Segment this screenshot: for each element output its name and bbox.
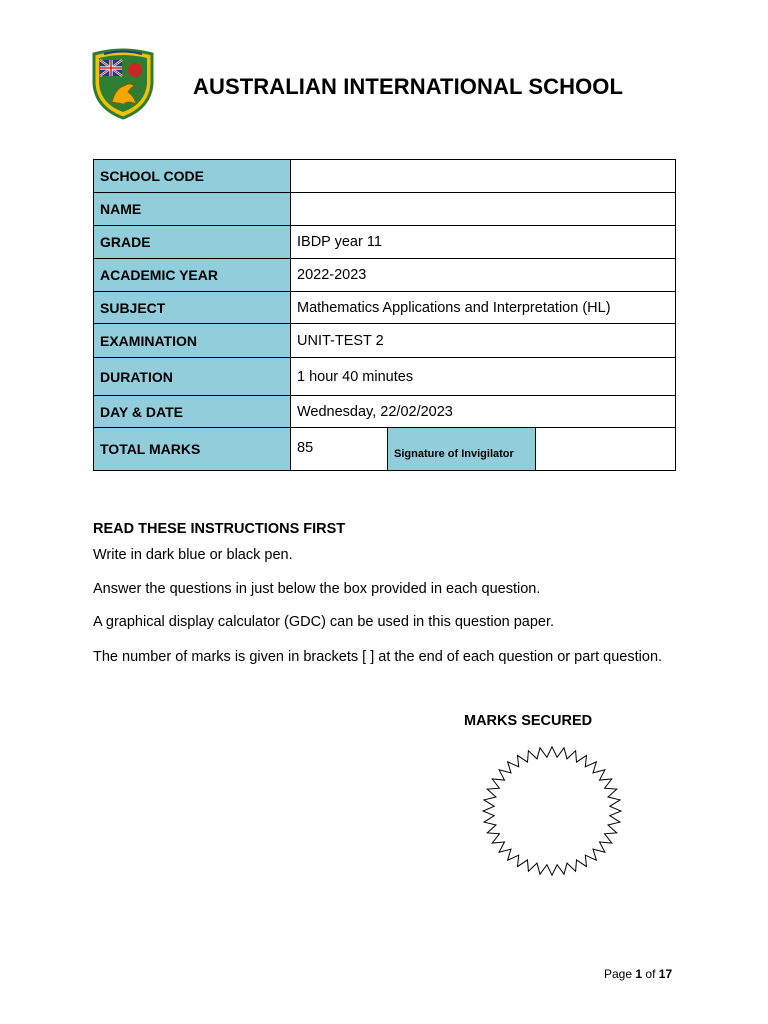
table-row <box>94 428 676 471</box>
table-row <box>94 259 676 292</box>
starburst-seal-icon[interactable] <box>474 740 630 882</box>
page-number <box>604 967 672 981</box>
school-crest-icon <box>90 48 156 120</box>
of-word: of <box>645 967 656 981</box>
row-label: GRADE <box>94 226 291 259</box>
signature-field[interactable] <box>536 428 676 471</box>
marks-secured-label: MARKS SECURED <box>464 713 593 729</box>
name-field[interactable] <box>291 193 676 226</box>
row-label: NAME <box>94 193 291 226</box>
table-row <box>94 396 676 428</box>
table-row <box>94 324 676 358</box>
row-label: DAY & DATE <box>94 396 291 428</box>
table-row <box>94 226 676 259</box>
row-value: IBDP year 11 <box>291 226 676 259</box>
signature-label: Signature of Invigilator <box>388 428 536 471</box>
total-pages: 17 <box>658 967 673 981</box>
table-row <box>94 292 676 324</box>
table-row <box>94 193 676 226</box>
total-marks-value: 85 <box>291 428 388 471</box>
instruction-line: The number of marks is given in brackets [ ] at the end of each question or part question. <box>93 649 663 665</box>
current-page: 1 <box>635 967 643 981</box>
exam-info-table <box>93 159 676 471</box>
row-label: ACADEMIC YEAR <box>94 259 291 292</box>
school-name: AUSTRALIAN INTERNATIONAL SCHOOL <box>193 74 624 99</box>
instructions-title: READ THESE INSTRUCTIONS FIRST <box>93 521 346 537</box>
row-value: 2022-2023 <box>291 259 676 292</box>
school-code-field[interactable] <box>291 160 676 193</box>
row-value: UNIT-TEST 2 <box>291 324 676 358</box>
total-marks-label: TOTAL MARKS <box>94 428 291 471</box>
table-row <box>94 160 676 193</box>
row-label: SCHOOL CODE <box>94 160 291 193</box>
row-label: SUBJECT <box>94 292 291 324</box>
instruction-line: Write in dark blue or black pen. <box>93 547 293 563</box>
table-row <box>94 358 676 396</box>
row-value: Wednesday, 22/02/2023 <box>291 396 676 428</box>
row-label: DURATION <box>94 358 291 396</box>
row-value: Mathematics Applications and Interpretation (HL) <box>291 292 676 324</box>
instruction-line: Answer the questions in just below the box provided in each question. <box>93 581 541 597</box>
page-word: Page <box>604 967 633 981</box>
row-value: 1 hour 40 minutes <box>291 358 676 396</box>
row-label: EXAMINATION <box>94 324 291 358</box>
instruction-line: A graphical display calculator (GDC) can be used in this question paper. <box>93 614 555 630</box>
